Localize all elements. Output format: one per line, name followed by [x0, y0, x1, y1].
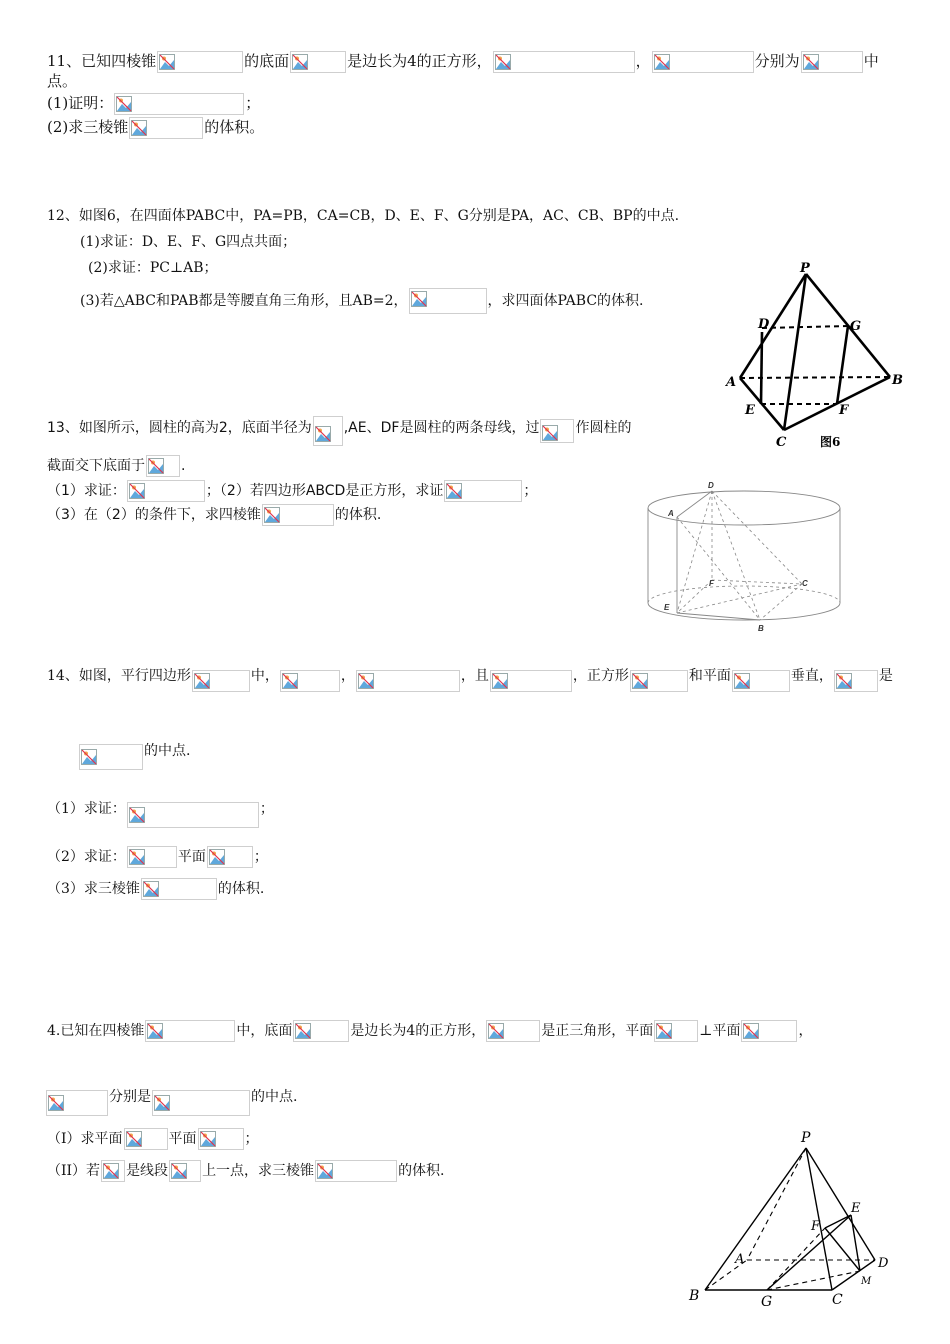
q12-line3 [88, 257, 218, 279]
formula-image [127, 802, 259, 828]
broken-image-icon [159, 54, 175, 70]
q13-line4 [47, 504, 381, 526]
formula-image [169, 1160, 201, 1182]
fig-label: M [861, 1276, 872, 1287]
fig-caption: 图6 [820, 435, 841, 449]
broken-image-icon [129, 807, 145, 823]
fig-label: E [664, 603, 670, 612]
fig-label: G [850, 319, 862, 334]
broken-image-icon [734, 673, 750, 689]
formula-image [540, 419, 574, 443]
broken-image-icon [542, 425, 558, 441]
fig-label: P [800, 261, 810, 276]
text: 是线段 [126, 1163, 169, 1179]
text: ； [253, 849, 268, 865]
fig-label: A [668, 509, 674, 518]
q14-line5 [47, 878, 264, 900]
q13-line2 [47, 455, 185, 477]
formula-image [127, 480, 205, 502]
broken-image-icon [194, 673, 210, 689]
formula-image [444, 480, 522, 502]
text: 12、如图6，在四面体PABC中，PA=PB，CA=CB，D、E、F、G分别是PA，AC、CB、BP的中点. [47, 208, 680, 224]
fig-label: E [745, 403, 755, 418]
broken-image-icon [315, 426, 331, 442]
text: （II）若 [47, 1163, 101, 1179]
text: 是边长为4的正方形， [350, 1023, 486, 1039]
formula-image [262, 504, 334, 526]
q12-line1 [47, 205, 679, 227]
formula-image [630, 670, 688, 692]
text: ； [244, 1131, 259, 1147]
text: 中 [863, 52, 879, 70]
broken-image-icon [131, 120, 147, 136]
formula-image [409, 288, 487, 314]
text: 14、如图，平行四边形 [47, 668, 191, 684]
q14-line2 [78, 732, 190, 770]
broken-image-icon [282, 673, 298, 689]
broken-image-icon [743, 1023, 759, 1039]
fig-label: F [709, 579, 714, 588]
formula-image [198, 1128, 244, 1150]
q12-line2 [80, 231, 296, 253]
broken-image-icon [358, 673, 374, 689]
text: ； [259, 801, 274, 817]
text: 平面 [168, 1131, 197, 1147]
text: 作圆柱的 [575, 420, 632, 436]
formula-image [152, 1090, 250, 1116]
text: (2)求三棱锥 [47, 118, 129, 136]
broken-image-icon [292, 54, 308, 70]
text: 的底面 [244, 52, 290, 70]
text: ,AE、DF是圆柱的两条母线，过 [343, 420, 540, 436]
fig-label: D [878, 1256, 889, 1271]
formula-image [741, 1020, 797, 1042]
broken-image-icon [836, 673, 852, 689]
text: 分别是 [109, 1089, 151, 1105]
text: 的体积。 [204, 118, 265, 136]
q11-line3 [47, 92, 260, 115]
text: (1)求证：D、E、F、G四点共面； [80, 234, 297, 250]
broken-image-icon [295, 1023, 311, 1039]
formula-image [652, 51, 754, 73]
formula-image [207, 846, 253, 868]
broken-image-icon [632, 673, 648, 689]
text: 的中点. [144, 743, 191, 759]
broken-image-icon [446, 483, 462, 499]
text: 11、已知四棱锥 [47, 52, 157, 70]
formula-image [129, 117, 203, 139]
text: ； [245, 94, 261, 112]
q14-line4 [47, 846, 268, 868]
q13-line3 [47, 480, 537, 502]
text: （3）求三棱锥 [47, 881, 140, 897]
text: (1)证明： [47, 94, 114, 112]
broken-image-icon [143, 881, 159, 897]
q11-line4 [47, 116, 264, 139]
fig-label: F [811, 1219, 821, 1234]
formula-image [834, 670, 878, 692]
broken-image-icon [488, 1023, 504, 1039]
text: ， [798, 1023, 813, 1039]
text: 的体积. [398, 1163, 445, 1179]
fig-label: C [776, 435, 787, 450]
text: 上一点，求三棱锥 [202, 1163, 315, 1179]
text: 4.已知在四棱锥 [47, 1023, 145, 1039]
formula-image [315, 1160, 397, 1182]
fig-label: A [726, 375, 737, 390]
fig-label: A [735, 1252, 745, 1267]
formula-image [127, 846, 177, 868]
formula-image [157, 51, 243, 73]
formula-image [356, 670, 460, 692]
broken-image-icon [116, 96, 132, 112]
text: 是正三角形，平面 [541, 1023, 654, 1039]
broken-image-icon [126, 1131, 142, 1147]
broken-image-icon [654, 54, 670, 70]
q13-line1 [47, 410, 631, 446]
formula-image [46, 1090, 108, 1116]
formula-image [490, 670, 572, 692]
broken-image-icon [411, 291, 427, 307]
formula-image [101, 1160, 125, 1182]
broken-image-icon [209, 849, 225, 865]
fig-label: B [758, 624, 764, 633]
text: (2)求证：PC⊥AB； [88, 260, 218, 276]
text: (3)若△ABC和PAB都是等腰直角三角形，且AB=2， [80, 293, 408, 309]
broken-image-icon [48, 1095, 64, 1111]
formula-image [141, 878, 217, 900]
formula-image [654, 1020, 698, 1042]
text: （1）求证： [47, 801, 126, 817]
formula-image [124, 1128, 168, 1150]
broken-image-icon [129, 849, 145, 865]
text: 13、如图所示，圆柱的高为2，底面半径为 [47, 420, 312, 436]
broken-image-icon [264, 507, 280, 523]
broken-image-icon [81, 749, 97, 765]
text: ；（2）若四边形ABCD是正方形，求证 [205, 483, 444, 499]
formula-image [313, 416, 343, 446]
text: 是 [878, 668, 893, 684]
text: 的中点. [251, 1089, 298, 1105]
text: 的体积. [334, 507, 382, 523]
broken-image-icon [317, 1163, 333, 1179]
text: 截面交下底面于 [47, 458, 145, 474]
fig-label: B [689, 1288, 700, 1304]
fig-label: C [802, 579, 808, 588]
text: ，正方形 [572, 668, 629, 684]
text: . [181, 458, 186, 474]
formula-image [79, 744, 143, 770]
broken-image-icon [147, 1023, 163, 1039]
broken-image-icon [656, 1023, 672, 1039]
text: ，求四面体PABC的体积. [487, 293, 644, 309]
formula-image [801, 51, 863, 73]
q4-line4 [47, 1160, 445, 1182]
fig-label: D [708, 481, 714, 490]
q12-line4 [80, 288, 644, 314]
text: ； [523, 483, 538, 499]
tetrahedron-figure [718, 258, 918, 453]
formula-image [192, 670, 250, 692]
broken-image-icon [148, 458, 164, 474]
text: 和平面 [688, 668, 731, 684]
text: 分别为 [754, 52, 800, 70]
q14-line1 [47, 660, 893, 692]
broken-image-icon [154, 1095, 170, 1111]
formula-image [114, 93, 244, 115]
fig-label: G [761, 1294, 773, 1308]
q4-line1 [47, 1020, 812, 1042]
q4-line3 [47, 1128, 259, 1150]
text: 垂直， [790, 668, 833, 684]
text: （3）在（2）的条件下，求四棱锥 [47, 507, 261, 523]
text: 点。 [47, 72, 78, 90]
fig-label: P [801, 1130, 811, 1146]
broken-image-icon [200, 1131, 216, 1147]
text: 中， [250, 668, 279, 684]
text: 的体积. [217, 881, 265, 897]
fig-label: D [758, 317, 770, 332]
fig-label: E [851, 1201, 861, 1216]
formula-image [493, 51, 635, 73]
text: ⊥平面 [699, 1023, 741, 1039]
formula-image [145, 1020, 235, 1042]
cylinder-figure [640, 478, 850, 638]
formula-image [146, 455, 180, 477]
broken-image-icon [171, 1163, 187, 1179]
text: ， [635, 52, 651, 70]
formula-image [732, 670, 790, 692]
broken-image-icon [492, 673, 508, 689]
text: ， [340, 668, 355, 684]
q11-line1 [47, 50, 879, 73]
formula-image [280, 670, 340, 692]
text: （2）求证： [47, 849, 126, 865]
q4-line2 [45, 1078, 297, 1116]
formula-image [486, 1020, 540, 1042]
q11-line2 [47, 70, 77, 92]
text: 平面 [177, 849, 206, 865]
fig-label: B [892, 373, 903, 388]
pyramid-figure [685, 1128, 905, 1308]
q14-line3 [47, 790, 274, 828]
broken-image-icon [103, 1163, 119, 1179]
fig-label: C [832, 1292, 843, 1308]
text: ，且 [460, 668, 489, 684]
text: （I）求平面 [47, 1131, 123, 1147]
broken-image-icon [129, 483, 145, 499]
broken-image-icon [495, 54, 511, 70]
formula-image [293, 1020, 349, 1042]
fig-label: F [839, 403, 849, 418]
text: （1）求证： [47, 483, 126, 499]
broken-image-icon [803, 54, 819, 70]
text: 中，底面 [236, 1023, 293, 1039]
formula-image [290, 51, 346, 73]
text: 是边长为4的正方形， [347, 52, 492, 70]
